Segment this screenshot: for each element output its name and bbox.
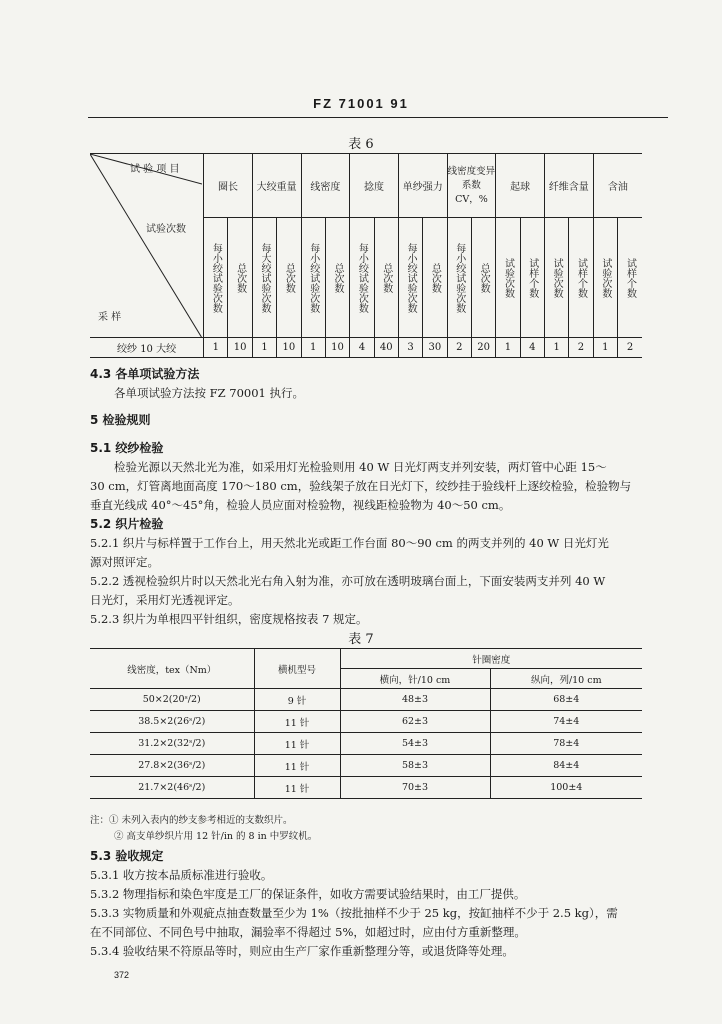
- table-cell: 48±3: [340, 689, 490, 711]
- document-header: FZ 71001 91: [313, 96, 409, 111]
- table7-caption: 表 7: [348, 632, 374, 647]
- table-cell: 40: [374, 338, 398, 358]
- col-header-text: 每小绞试验次数: [210, 242, 222, 313]
- table-cell: 1: [252, 338, 276, 358]
- table-row: [90, 755, 642, 777]
- paragraph-line: 5.3.1 收方按本品质标准进行验收。: [90, 868, 273, 882]
- table6: [90, 153, 642, 358]
- paragraph-line: 30 cm，灯管离地面高度 170～180 cm，验线架子放在日光灯下，绞纱挂于验线杆上逐绞检验，检验物与: [90, 479, 632, 493]
- table-row: [90, 338, 642, 358]
- table-cell: 78±4: [490, 733, 642, 755]
- table-cell: 2: [569, 338, 593, 358]
- group-header: 大绞重量: [252, 154, 301, 218]
- table-cell: 10: [325, 338, 349, 358]
- table-cell: 50×2(20ˢ/2): [90, 689, 254, 711]
- group-header-line2: CV，%: [455, 193, 488, 205]
- table-cell: 70±3: [340, 777, 490, 799]
- table-row: [90, 689, 642, 711]
- col-header-text: 总次数: [429, 262, 441, 293]
- col-header: [350, 218, 374, 338]
- col-header: [204, 218, 228, 338]
- col-header-text: 每小绞试验次数: [453, 242, 465, 313]
- table-row: [90, 711, 642, 733]
- table-cell: 62±3: [340, 711, 490, 733]
- table-cell: 11 针: [254, 733, 340, 755]
- column-header: 针圈密度: [340, 649, 642, 669]
- paragraph-line: 在不同部位、不同色号中抽取，漏验率不得超过 5%，如超过时，应由付方重新整理。: [90, 925, 526, 939]
- col-header-text: 试验次数: [551, 257, 563, 298]
- group-header: 单纱强力: [398, 154, 447, 218]
- table-cell: 10: [277, 338, 301, 358]
- table-cell: 11 针: [254, 711, 340, 733]
- col-header: [423, 218, 447, 338]
- col-header-text: 总次数: [283, 262, 295, 293]
- table-cell: 2: [447, 338, 471, 358]
- col-header-text: 总次数: [478, 262, 490, 293]
- column-header: 线密度，tex（Nm）: [90, 649, 254, 689]
- table-cell: 1: [204, 338, 228, 358]
- section-5-3-title: 5.3 验收规定: [90, 849, 164, 863]
- col-header-text: 试验次数: [599, 257, 611, 298]
- section-4-3-text: 各单项试验方法按 FZ 70001 执行。: [114, 386, 305, 400]
- section-4-3-title: 4.3 各单项试验方法: [90, 367, 200, 381]
- col-header: [252, 218, 276, 338]
- col-header-text: 总次数: [234, 262, 246, 293]
- table-cell: 1: [301, 338, 325, 358]
- col-header-text: 每大绞试验次数: [259, 242, 270, 313]
- section-5-title: 5 检验规则: [90, 413, 151, 427]
- table-cell: 68±4: [490, 689, 642, 711]
- table-cell: 20: [471, 338, 495, 358]
- col-header: [277, 218, 301, 338]
- table-cell: 11 针: [254, 755, 340, 777]
- table-cell: 9 针: [254, 689, 340, 711]
- column-header: 纵向，列/10 cm: [490, 669, 642, 689]
- table7: [90, 648, 642, 799]
- diag-label-test-item: 试 验 项 目: [130, 164, 180, 175]
- table-cell: 74±4: [490, 711, 642, 733]
- table-cell: 31.2×2(32ˢ/2): [90, 733, 254, 755]
- col-header: [228, 218, 252, 338]
- paragraph-line: 5.3.4 验收结果不符原品等时，则应由生产厂家作重新整理分等，或退货降等处理。: [90, 944, 514, 958]
- table-cell: 100±4: [490, 777, 642, 799]
- col-header-text: 试样个数: [575, 257, 587, 298]
- paragraph-line: 检验光源以天然北光为准，如采用灯光检验则用 40 W 日光灯两支并列安装，两灯管中心距 15～: [114, 460, 607, 474]
- col-header-text: 总次数: [332, 262, 344, 293]
- col-header-text: 试样个数: [624, 257, 636, 298]
- col-header: [520, 218, 544, 338]
- column-header: 横向，针/10 cm: [340, 669, 490, 689]
- section-5-1-title: 5.1 绞纱检验: [90, 441, 164, 455]
- group-header: 纤维含量: [544, 154, 593, 218]
- table-cell: 84±4: [490, 755, 642, 777]
- paragraph-line: 5.2.1 织片与标样置于工作台上，用天然北光或距工作台面 80～90 cm 的两支并列的 40 W 日光灯光: [90, 536, 609, 550]
- table-cell: 38.5×2(26ˢ/2): [90, 711, 254, 733]
- table7-note-2: ② 高支单纱织片用 12 针/in 的 8 in 中罗纹机。: [114, 831, 318, 842]
- paragraph-line: 5.2.2 透视检验织片时以天然北光右角入射为准，亦可放在透明玻璃台面上，下面安装两支并列 40 W: [90, 574, 606, 588]
- paragraph-line: 源对照评定。: [90, 555, 159, 569]
- table-cell: 1: [496, 338, 520, 358]
- table7-note-1: 注：① 未列入表内的纱支参考相近的支数织片。: [90, 815, 293, 826]
- col-header-text: 总次数: [380, 262, 392, 293]
- table-cell: 2: [618, 338, 643, 358]
- paragraph-line: 日光灯，采用灯光透视评定。: [90, 593, 240, 607]
- group-header: 含油: [593, 154, 642, 218]
- paragraph-line: 5.3.3 实物质量和外观疵点抽查数量至少为 1%（按批抽样不少于 25 kg，按缸抽样不少于 2.5 kg），需: [90, 906, 618, 920]
- col-header-text: 每小绞试验次数: [356, 242, 368, 313]
- group-header: 线密度: [301, 154, 350, 218]
- col-header: [593, 218, 617, 338]
- table-cell: 27.8×2(36ˢ/2): [90, 755, 254, 777]
- col-header: [496, 218, 520, 338]
- table6-diagonal-header: [90, 154, 204, 338]
- table-cell: 30: [423, 338, 447, 358]
- section-5-2-title: 5.2 织片检验: [90, 517, 164, 531]
- col-header: [398, 218, 422, 338]
- col-header: [301, 218, 325, 338]
- col-header: [569, 218, 593, 338]
- column-header: 横机型号: [254, 649, 340, 689]
- table-cell: 1: [544, 338, 568, 358]
- table-cell: 1: [593, 338, 617, 358]
- col-header: [325, 218, 349, 338]
- table-row: [90, 777, 642, 799]
- group-header: [447, 154, 496, 218]
- col-header: [471, 218, 495, 338]
- table-cell: 4: [350, 338, 374, 358]
- table-cell: 4: [520, 338, 544, 358]
- table-row: [90, 733, 642, 755]
- col-header: [618, 218, 643, 338]
- table-cell: 21.7×2(46ˢ/2): [90, 777, 254, 799]
- col-header-text: 每小绞试验次数: [307, 242, 319, 313]
- diag-label-test-count: 试验次数: [146, 224, 186, 235]
- paragraph-line: 垂直光线成 40°～45°角，检验人员应面对检验物，视线距检验物为 40～50 cm。: [90, 498, 511, 512]
- col-header-text: 试验次数: [502, 257, 514, 298]
- header-rule: [88, 117, 668, 118]
- col-header-text: 每小绞试验次数: [405, 242, 417, 313]
- paragraph-line: 5.2.3 织片为单根四平针组织，密度规格按表 7 规定。: [90, 612, 368, 626]
- table6-caption: 表 6: [348, 137, 374, 152]
- col-header: [374, 218, 398, 338]
- col-header-text: 试样个数: [526, 257, 538, 298]
- col-header: [447, 218, 471, 338]
- table-cell: 54±3: [340, 733, 490, 755]
- group-header: 起球: [496, 154, 545, 218]
- page-number: 372: [114, 970, 130, 980]
- row-label: 绞纱 10 大绞: [90, 338, 204, 358]
- table-cell: 3: [398, 338, 422, 358]
- table-cell: 58±3: [340, 755, 490, 777]
- group-header: 圈长: [204, 154, 253, 218]
- table-cell: 10: [228, 338, 252, 358]
- paragraph-line: 5.3.2 物理指标和染色牢度是工厂的保证条件，如收方需要试验结果时，由工厂提供。: [90, 887, 526, 901]
- col-header: [544, 218, 568, 338]
- group-header: 捻度: [350, 154, 399, 218]
- table-cell: 11 针: [254, 777, 340, 799]
- diag-label-sampling: 采 样: [98, 312, 122, 323]
- group-header-line1: 线密度变异系数: [447, 165, 496, 191]
